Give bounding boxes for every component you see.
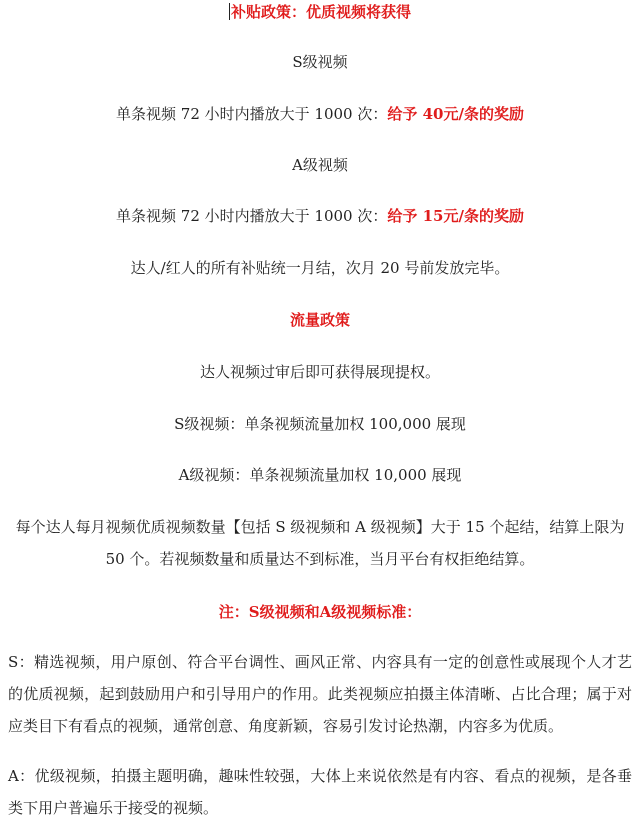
settlement-note: 达人/红人的所有补贴统一月结，次月 20 号前发放完毕。 — [130, 259, 510, 277]
a-level-label: A级视频 — [292, 156, 348, 174]
a-level-reward: 给予 15元/条的奖励 — [387, 207, 524, 225]
text-cursor — [229, 3, 230, 20]
standards-heading: 注：S级视频和A级视频标准： — [218, 603, 422, 621]
traffic-heading: 流量政策 — [289, 311, 350, 329]
s-level-label: S级视频 — [292, 53, 348, 71]
subsidy-heading: 补贴政策：优质视频将获得 — [230, 3, 411, 21]
s-level-traffic: S级视频：单条视频流量加权 100,000 展现 — [174, 415, 466, 433]
s-level-reward: 给予 40元/条的奖励 — [387, 105, 524, 123]
traffic-intro: 达人视频过审后即可获得展现提权。 — [199, 363, 440, 381]
a-level-traffic: A级视频：单条视频流量加权 10,000 展现 — [178, 466, 462, 484]
settlement-rule: 每个达人每月视频优质视频数量【包括 S 级视频和 A 级视频】大于 15 个起结，结算上限为 50 个。若视频数量和质量达不到标准，当月平台有权拒绝结算。 — [15, 518, 625, 568]
s-level-subsidy-line — [0, 104, 640, 124]
s-level-subsidy-text: 单条视频 72 小时内播放大于 1000 次： — [116, 105, 388, 123]
a-level-subsidy-text: 单条视频 72 小时内播放大于 1000 次： — [116, 207, 388, 225]
a-level-standard: A：优级视频，拍摄主题明确，趣味性较强，大体上来说依然是有内容、看点的视频，是各垂类下用户普遍乐于接受的视频。 — [8, 767, 632, 817]
a-level-subsidy-line — [0, 206, 640, 226]
s-level-standard: S：精选视频，用户原创、符合平台调性、画风正常、内容具有一定的创意性或展现个人才艺的优质视频，起到鼓励用户和引导用户的作用。此类视频应拍摄主体清晰、占比合理；属于对应类目下有看点的视频，通常创意、角度新颖，容易引发讨论热潮，内容多为优质。 — [8, 653, 632, 735]
